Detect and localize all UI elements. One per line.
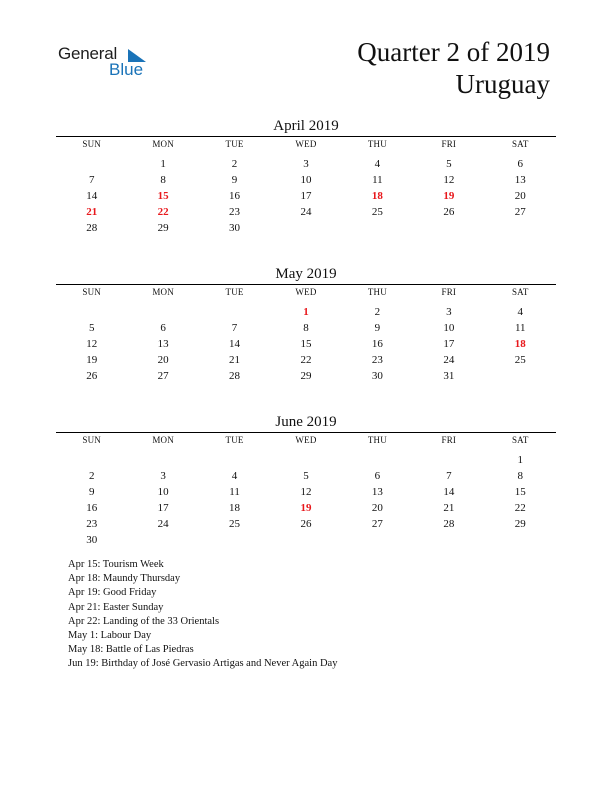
empty-day-cell <box>56 452 127 468</box>
day-cell: 7 <box>88 174 95 186</box>
holiday-item: Apr 22: Landing of the 33 Orientals <box>68 615 220 627</box>
empty-day-cell <box>342 452 413 468</box>
day-cell: 24 <box>300 206 312 218</box>
day-cell: 12 <box>300 486 312 498</box>
day-cell: 29 <box>514 518 526 530</box>
day-cell: 27 <box>157 370 169 382</box>
empty-day-cell <box>413 220 484 236</box>
empty-day-cell <box>127 532 198 548</box>
day-cell: 26 <box>300 518 312 530</box>
empty-day-cell <box>270 532 341 548</box>
weekday-label: THU <box>367 435 387 445</box>
day-cell: 28 <box>443 518 455 530</box>
day-cell: 17 <box>157 502 169 514</box>
logo-text-general: General <box>58 44 118 63</box>
weekday-label: WED <box>295 287 317 297</box>
holiday-item: Apr 15: Tourism Week <box>68 559 164 570</box>
day-cell: 30 <box>86 534 98 546</box>
weekday-label: MON <box>152 139 174 149</box>
day-cell: 14 <box>86 190 98 202</box>
day-cell: 17 <box>443 338 455 350</box>
day-cell: 18 <box>514 338 526 350</box>
day-cell: 19 <box>300 502 312 514</box>
day-cell: 13 <box>371 486 383 498</box>
weekday-label: SAT <box>511 435 529 445</box>
holiday-item: May 1: Labour Day <box>68 630 152 642</box>
month-title: May 2019 <box>275 266 337 282</box>
week-row <box>56 220 556 236</box>
day-cell: 8 <box>517 470 523 482</box>
day-cell: 4 <box>374 158 381 170</box>
day-cell: 2 <box>88 470 95 482</box>
week-row <box>56 532 556 548</box>
day-cell: 19 <box>443 190 455 202</box>
day-cell: 25 <box>514 354 526 366</box>
empty-day-cell <box>485 220 556 236</box>
day-cell: 29 <box>157 222 169 234</box>
month-june <box>56 412 556 548</box>
weekday-label: SUN <box>82 435 102 445</box>
day-cell: 25 <box>371 206 383 218</box>
weekday-label: FRI <box>441 139 457 149</box>
day-cell: 15 <box>300 338 312 350</box>
empty-day-cell <box>342 532 413 548</box>
empty-day-cell <box>413 452 484 468</box>
week-row <box>56 320 556 336</box>
logo <box>58 44 168 84</box>
week-row <box>56 468 556 484</box>
weekday-label: MON <box>152 287 174 297</box>
holiday-item: Apr 19: Good Friday <box>68 587 157 599</box>
day-cell: 28 <box>86 222 98 234</box>
quarter-title: Quarter 2 of 2019 <box>357 37 550 67</box>
day-cell: 16 <box>229 190 241 202</box>
day-cell: 1 <box>303 306 309 318</box>
weekday-label: SAT <box>511 139 529 149</box>
week-row <box>56 368 556 384</box>
day-cell: 10 <box>300 174 312 186</box>
day-cell: 16 <box>371 338 383 350</box>
day-cell: 12 <box>86 338 98 350</box>
holiday-list <box>68 558 337 672</box>
month-title: April 2019 <box>273 118 339 134</box>
day-cell: 9 <box>374 322 381 334</box>
day-cell: 7 <box>231 322 238 334</box>
week-row <box>56 352 556 368</box>
day-cell: 21 <box>86 206 98 218</box>
logo-text-blue: Blue <box>109 60 144 79</box>
day-cell: 21 <box>443 502 455 514</box>
week-row <box>56 336 556 352</box>
country-title: Uruguay <box>455 69 550 99</box>
day-cell: 8 <box>160 174 166 186</box>
day-cell: 5 <box>303 470 309 482</box>
day-cell: 10 <box>157 486 169 498</box>
week-row <box>56 484 556 500</box>
day-cell: 3 <box>160 470 166 482</box>
day-cell: 24 <box>157 518 169 530</box>
day-cell: 24 <box>443 354 455 366</box>
day-cell: 11 <box>229 486 240 498</box>
weekday-label: SUN <box>82 287 102 297</box>
weekday-label: THU <box>367 139 387 149</box>
day-cell: 4 <box>517 306 523 318</box>
day-cell: 15 <box>157 190 169 202</box>
day-cell: 27 <box>514 206 526 218</box>
week-row <box>56 188 556 204</box>
day-cell: 4 <box>231 470 238 482</box>
day-cell: 12 <box>443 174 455 186</box>
weekday-label: TUE <box>225 139 244 149</box>
weekday-header <box>56 432 556 448</box>
week-row <box>56 204 556 220</box>
empty-day-cell <box>199 304 270 320</box>
day-cell: 28 <box>229 370 241 382</box>
day-cell: 22 <box>157 206 169 218</box>
weekday-label: FRI <box>441 435 457 445</box>
day-cell: 11 <box>372 174 383 186</box>
day-cell: 26 <box>443 206 455 218</box>
day-cell: 19 <box>86 354 98 366</box>
day-cell: 2 <box>374 306 381 318</box>
day-cell: 21 <box>229 354 241 366</box>
day-cell: 16 <box>86 502 98 514</box>
empty-day-cell <box>127 452 198 468</box>
day-cell: 5 <box>446 158 452 170</box>
day-cell: 22 <box>514 502 526 514</box>
day-cell: 26 <box>86 370 98 382</box>
day-cell: 27 <box>371 518 383 530</box>
day-cell: 1 <box>160 158 166 170</box>
day-cell: 20 <box>514 190 526 202</box>
page-title <box>357 36 550 100</box>
day-cell: 31 <box>443 370 455 382</box>
weekday-label: MON <box>152 435 174 445</box>
day-cell: 18 <box>371 190 383 202</box>
weekday-label: THU <box>367 287 387 297</box>
day-cell: 14 <box>229 338 241 350</box>
empty-day-cell <box>270 220 341 236</box>
holiday-item: Apr 18: Maundy Thursday <box>68 573 181 585</box>
empty-day-cell <box>56 304 127 320</box>
day-cell: 23 <box>229 206 241 218</box>
day-cell: 6 <box>160 322 166 334</box>
day-cell: 13 <box>157 338 169 350</box>
day-cell: 3 <box>446 306 452 318</box>
empty-day-cell <box>413 532 484 548</box>
day-cell: 29 <box>300 370 312 382</box>
day-cell: 10 <box>443 322 455 334</box>
holiday-item: Jun 19: Birthday of José Gervasio Artigas and Never Again Day <box>68 658 338 670</box>
empty-day-cell <box>199 532 270 548</box>
day-cell: 22 <box>300 354 312 366</box>
day-cell: 23 <box>86 518 98 530</box>
day-cell: 14 <box>443 486 455 498</box>
empty-day-cell <box>127 304 198 320</box>
week-row <box>56 156 556 172</box>
weekday-label: TUE <box>225 287 244 297</box>
empty-day-cell <box>485 532 556 548</box>
weekday-header <box>56 136 556 152</box>
week-row <box>56 452 556 468</box>
weekday-label: SAT <box>511 287 529 297</box>
empty-day-cell <box>270 452 341 468</box>
day-cell: 1 <box>517 454 523 466</box>
day-cell: 17 <box>300 190 312 202</box>
month-title: June 2019 <box>275 414 337 430</box>
day-cell: 15 <box>514 486 526 498</box>
holiday-item: Apr 21: Easter Sunday <box>68 601 164 613</box>
day-cell: 2 <box>231 158 238 170</box>
month-may <box>56 264 556 384</box>
day-cell: 8 <box>303 322 309 334</box>
day-cell: 30 <box>371 370 383 382</box>
weekday-label: TUE <box>225 435 244 445</box>
day-cell: 20 <box>157 354 169 366</box>
weekday-label: WED <box>295 435 317 445</box>
day-cell: 7 <box>446 470 452 482</box>
day-cell: 23 <box>371 354 383 366</box>
day-cell: 3 <box>303 158 309 170</box>
day-cell: 5 <box>88 322 95 334</box>
weekday-label: SUN <box>82 139 102 149</box>
day-cell: 9 <box>231 174 238 186</box>
weekday-label: FRI <box>441 287 457 297</box>
holiday-item: May 18: Battle of Las Piedras <box>68 644 194 656</box>
weekday-header <box>56 284 556 300</box>
empty-day-cell <box>342 220 413 236</box>
day-cell: 6 <box>374 470 381 482</box>
empty-day-cell <box>199 452 270 468</box>
day-cell: 25 <box>229 518 241 530</box>
day-cell: 6 <box>517 158 523 170</box>
month-april <box>56 116 556 236</box>
week-row <box>56 304 556 320</box>
weekday-label: WED <box>295 139 317 149</box>
week-row <box>56 516 556 532</box>
week-row <box>56 172 556 188</box>
day-cell: 13 <box>514 174 526 186</box>
empty-day-cell <box>56 156 127 172</box>
day-cell: 30 <box>229 222 241 234</box>
day-cell: 9 <box>88 486 95 498</box>
day-cell: 18 <box>229 502 241 514</box>
day-cell: 11 <box>514 322 526 334</box>
day-cell: 20 <box>371 502 383 514</box>
empty-day-cell <box>485 368 556 384</box>
week-row <box>56 500 556 516</box>
